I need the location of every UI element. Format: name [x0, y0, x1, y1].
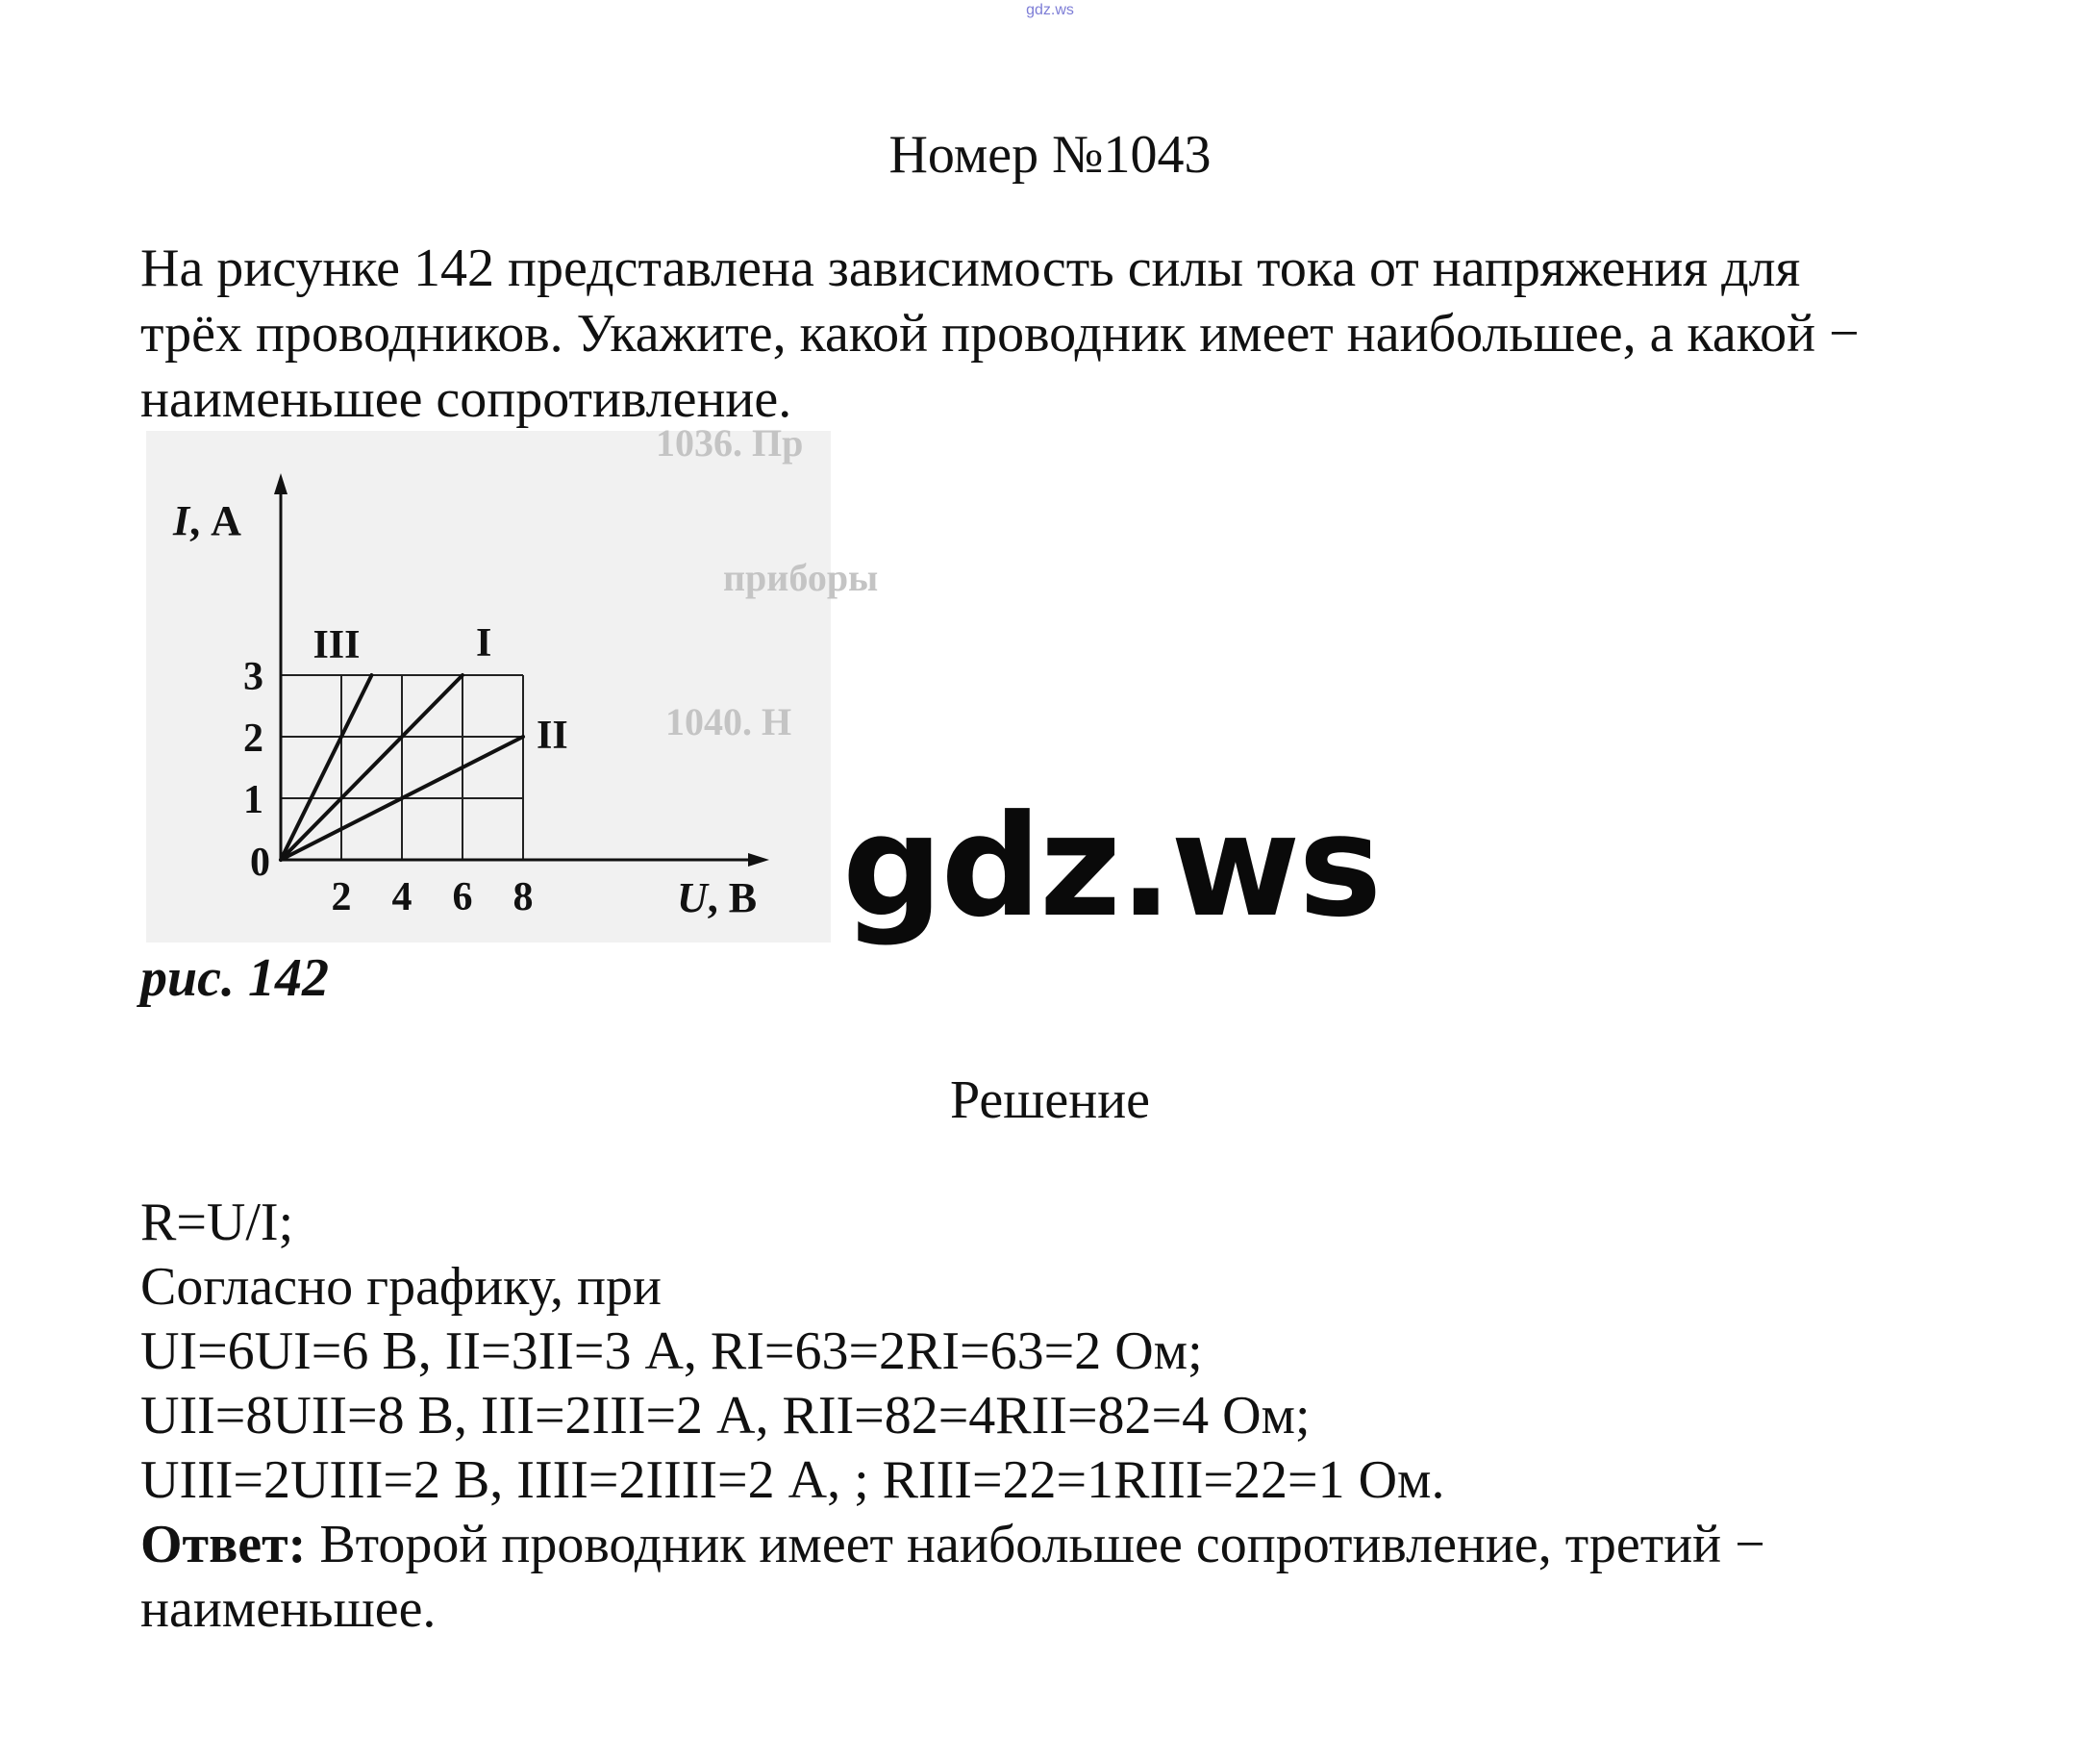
x-axis-arrow — [748, 853, 769, 867]
watermark-logo: gdz.ws — [842, 785, 1381, 948]
solution-line: UIII=2UIII=2 В, IIII=2IIII=2 А, ; RIII=22=1RIII=22=1 Ом. — [140, 1450, 1445, 1510]
solution-line: UII=8UII=8 В, III=2III=2 А, RII=82=4RII=82=4 Ом; — [140, 1386, 1311, 1446]
x-tick-label: 2 — [331, 875, 352, 919]
y-tick-label: 2 — [243, 717, 263, 761]
problem-line: трёх проводников. Укажите, какой проводник имеет наибольшее, а какой − — [140, 304, 1860, 364]
y-axis-label-unit: , А — [189, 497, 241, 544]
page-title: Номер №1043 — [888, 125, 1212, 185]
current-voltage-graph — [146, 421, 879, 943]
problem-statement — [140, 236, 2025, 432]
figure-caption: рис. 142 — [140, 948, 329, 1008]
figure-142 — [146, 421, 879, 943]
conductor-label: III — [312, 623, 361, 667]
faint-background-text: 1040. Н — [665, 700, 792, 743]
x-axis-label — [677, 874, 757, 921]
y-axis-label-var: I — [173, 497, 190, 544]
site-mark: gdz.ws — [1026, 2, 1074, 18]
answer-text: Второй проводник имеет наибольшее сопротивление, третий − — [306, 1515, 1765, 1574]
solution-line: UI=6UI=6 В, II=3II=3 А, RI=63=2RI=63=2 Ом; — [140, 1321, 1203, 1381]
answer-label: Ответ: — [140, 1515, 307, 1574]
grid — [281, 675, 523, 860]
conductor-label: II — [537, 714, 568, 758]
y-tick-label: 3 — [243, 655, 263, 699]
problem-line: наименьшее сопротивление. — [140, 369, 792, 429]
x-axis-label-var: U — [677, 874, 708, 921]
y-axis-label — [172, 497, 241, 544]
conductor-line-III — [281, 675, 372, 860]
conductor-line-I — [281, 675, 462, 860]
y-tick-label: 1 — [243, 778, 263, 822]
solution-line: Согласно графику, при — [140, 1257, 662, 1317]
x-axis-label-unit: , В — [707, 874, 758, 921]
x-tick-label: 8 — [512, 875, 534, 919]
answer-line — [140, 1513, 2063, 1577]
faint-background-text: 1036. Пр — [656, 421, 804, 465]
x-tick-label: 6 — [452, 875, 473, 919]
origin-label: 0 — [250, 841, 270, 885]
solution-body — [140, 1191, 2063, 1642]
conductor-label: I — [476, 621, 492, 666]
x-tick-label: 4 — [391, 875, 412, 919]
y-axis-arrow — [274, 473, 288, 494]
solution-heading: Решение — [949, 1070, 1151, 1130]
solution-line: R=U/I; — [140, 1193, 294, 1252]
faint-background-text: приборы — [723, 556, 879, 599]
problem-line: На рисунке 142 представлена зависимость силы тока от напряжения для — [140, 239, 1801, 298]
answer-line-continued: наименьшее. — [140, 1579, 437, 1639]
